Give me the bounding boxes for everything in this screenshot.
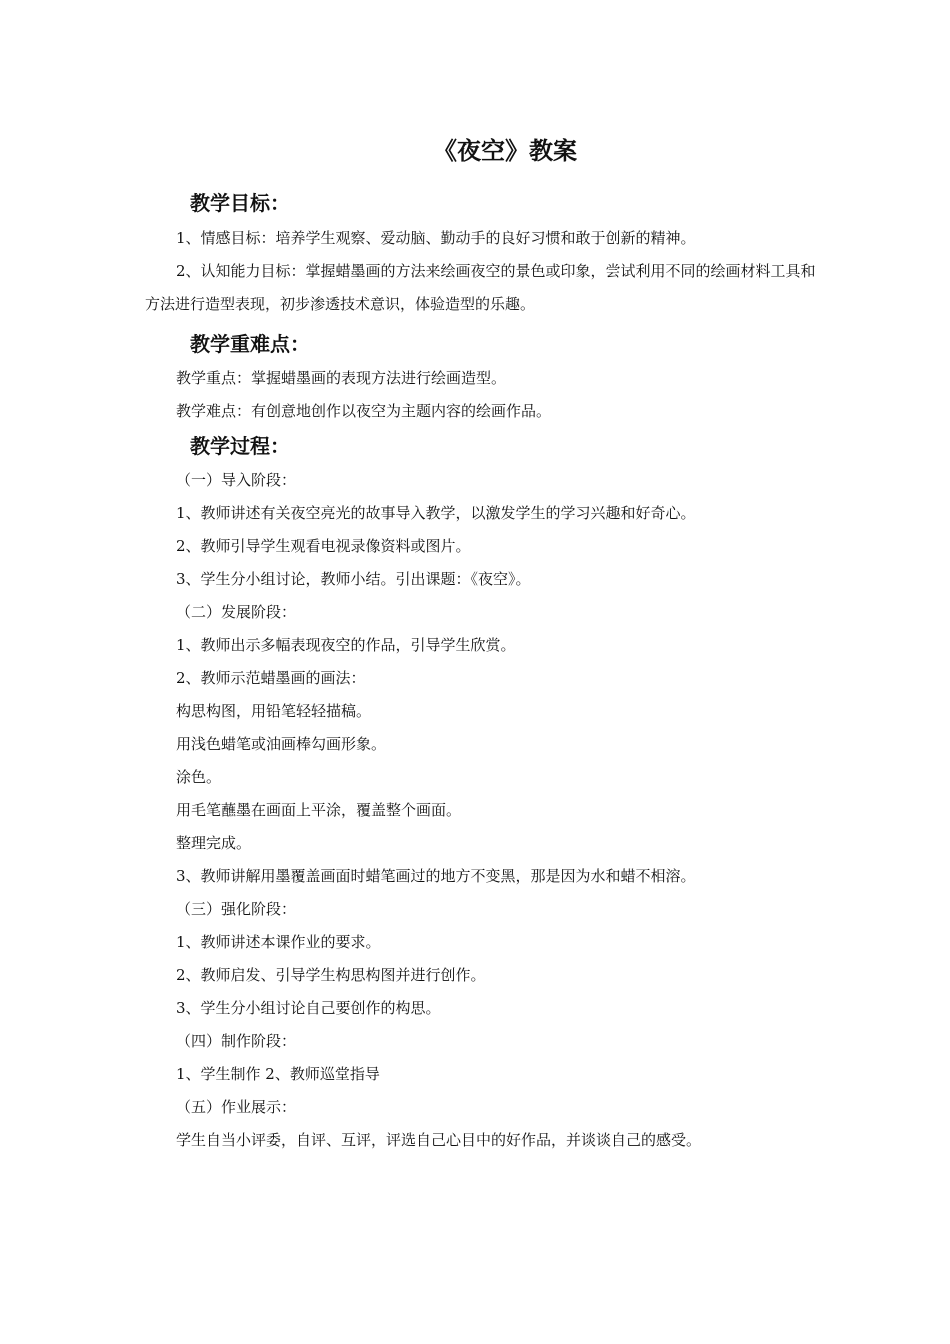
process-line: 3、学生分小组讨论自己要创作的构思。 (176, 999, 441, 1017)
section-heading-key-points: 教学重难点： (190, 332, 310, 356)
process-line: 整理完成。 (176, 834, 252, 852)
process-line: 1、学生制作 2、教师巡堂指导 (176, 1065, 380, 1083)
goal-item-1: 1、情感目标：培养学生观察、爱动脑、勤动手的良好习惯和敢于创新的精神。 (176, 229, 696, 247)
process-line: 2、教师引导学生观看电视录像资料或图片。 (176, 537, 471, 555)
process-line: 3、教师讲解用墨覆盖画面时蜡笔画过的地方不变黑，那是因为水和蜡不相溶。 (176, 867, 696, 885)
key-point: 教学重点：掌握蜡墨画的表现方法进行绘画造型。 (176, 369, 507, 387)
process-line: 涂色。 (176, 768, 222, 786)
process-line: 学生自当小评委，自评、互评，评选自己心目中的好作品，并谈谈自己的感受。 (176, 1131, 702, 1149)
process-line: 2、教师示范蜡墨画的画法： (176, 669, 366, 687)
process-line: 1、教师讲述本课作业的要求。 (176, 933, 381, 951)
process-line: 用浅色蜡笔或油画棒勾画形象。 (176, 735, 387, 753)
process-line: （一）导入阶段： (176, 471, 297, 489)
goal-item-2: 2、认知能力目标：掌握蜡墨画的方法来绘画夜空的景色或印象，尝试利用不同的绘画材料工具和方法进行造型表现，初步渗透技术意识，体验造型的乐趣。 (145, 262, 816, 313)
process-line: （二）发展阶段： (176, 603, 297, 621)
process-line: （三）强化阶段： (176, 900, 297, 918)
document-title: 《夜空》教案 (433, 137, 577, 165)
process-line: （五）作业展示： (176, 1098, 297, 1116)
section-heading-goals: 教学目标： (190, 191, 290, 215)
process-line: 3、学生分小组讨论，教师小结。引出课题：《夜空》。 (176, 570, 531, 588)
section-heading-process: 教学过程： (190, 434, 290, 458)
process-line: 构思构图，用铅笔轻轻描稿。 (176, 702, 372, 720)
process-line: 1、教师讲述有关夜空亮光的故事导入教学，以激发学生的学习兴趣和好奇心。 (176, 504, 696, 522)
difficult-point: 教学难点：有创意地创作以夜空为主题内容的绘画作品。 (176, 402, 552, 420)
process-line: 用毛笔蘸墨在画面上平涂，覆盖整个画面。 (176, 801, 462, 819)
process-line: 2、教师启发、引导学生构思构图并进行创作。 (176, 966, 486, 984)
process-line: 1、教师出示多幅表现夜空的作品，引导学生欣赏。 (176, 636, 516, 654)
process-line: （四）制作阶段： (176, 1032, 297, 1050)
